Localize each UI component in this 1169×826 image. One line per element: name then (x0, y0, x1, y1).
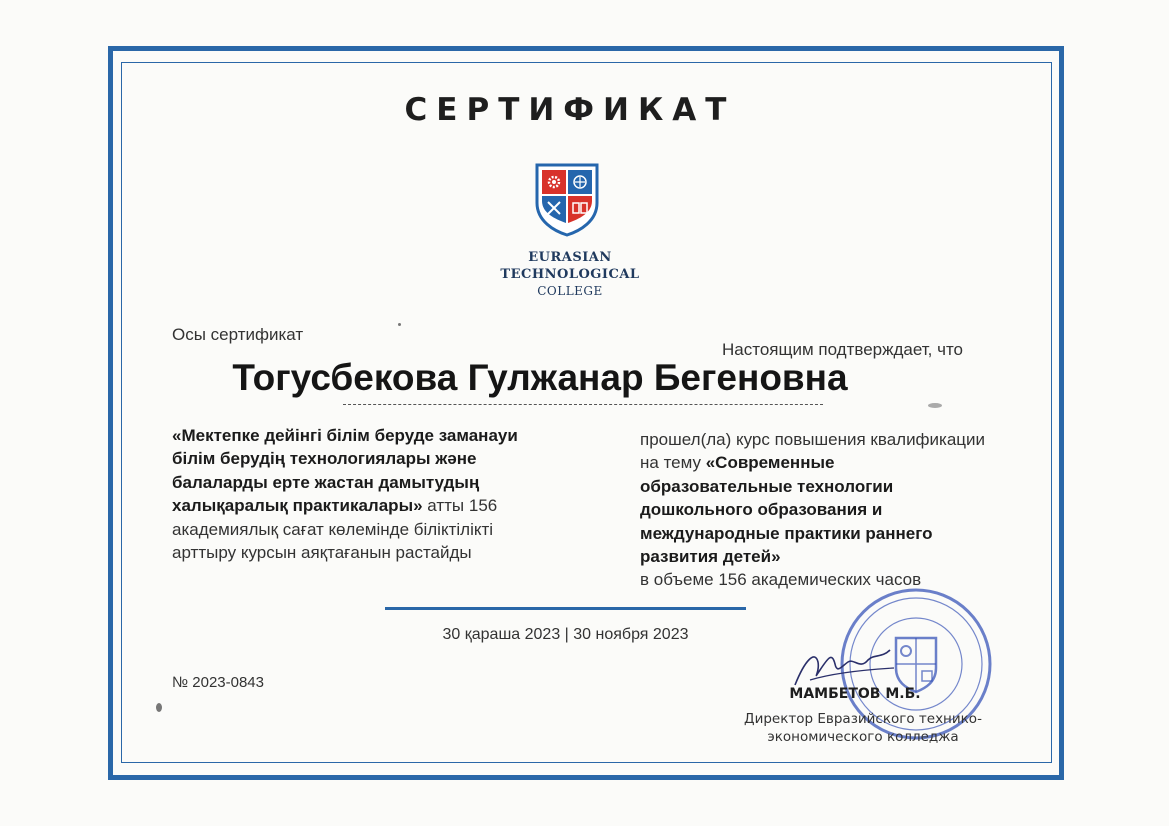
logo-line-1: EURASIAN (528, 250, 612, 265)
date-divider (385, 607, 746, 610)
recipient-name: Тогусбекова Гулжанар Бегеновна (232, 357, 848, 398)
certificate-number: № 2023-0843 (172, 674, 264, 691)
logo-line-3: COLLEGE (537, 284, 603, 298)
scan-speck (398, 323, 401, 326)
name-underline (343, 404, 823, 405)
intro-kazakh: Осы сертификат (172, 325, 304, 344)
issue-dates: 30 қараша 2023 | 30 ноября 2023 (442, 626, 689, 643)
director-name: МАМБЕТОВ М.Б. (789, 686, 921, 702)
gear-icon (545, 173, 563, 191)
scan-speck (156, 703, 162, 712)
compass-icon (571, 173, 589, 191)
crossed-tools-icon (545, 199, 563, 217)
course-title-russian: «Современные образовательные технологии дошкольного образования и международные практики раннего развития детей» (640, 453, 933, 567)
logo-text (480, 249, 660, 300)
course-hours-russian: в объеме 156 академических часов (640, 570, 922, 590)
intro-russian: Настоящим подтверждает, что (722, 340, 964, 359)
course-title-kazakh: «Мектепке дейінгі білім беруде заманауи білім берудің технологиялары және балаларды ерте жастан дамытудың халықаралық практикалары» (172, 426, 518, 516)
logo-line-2: TECHNOLOGICAL (500, 267, 640, 282)
scan-speck (928, 403, 942, 408)
director-title: Директор Евразийского технико-экономического колледжа (744, 711, 982, 745)
course-text-russian (640, 428, 990, 592)
book-icon (571, 199, 589, 217)
college-logo (535, 163, 599, 237)
course-details-kazakh: атты 156 академиялық сағат көлемінде біліктілікті арттыру курсын аяқтағанын растайды (172, 496, 498, 563)
certificate-title: СЕРТИФИКАТ (404, 92, 736, 128)
course-text-kazakh (172, 424, 532, 564)
course-intro-russian: прошел(ла) курс повышения квалификации на тему (640, 430, 986, 473)
